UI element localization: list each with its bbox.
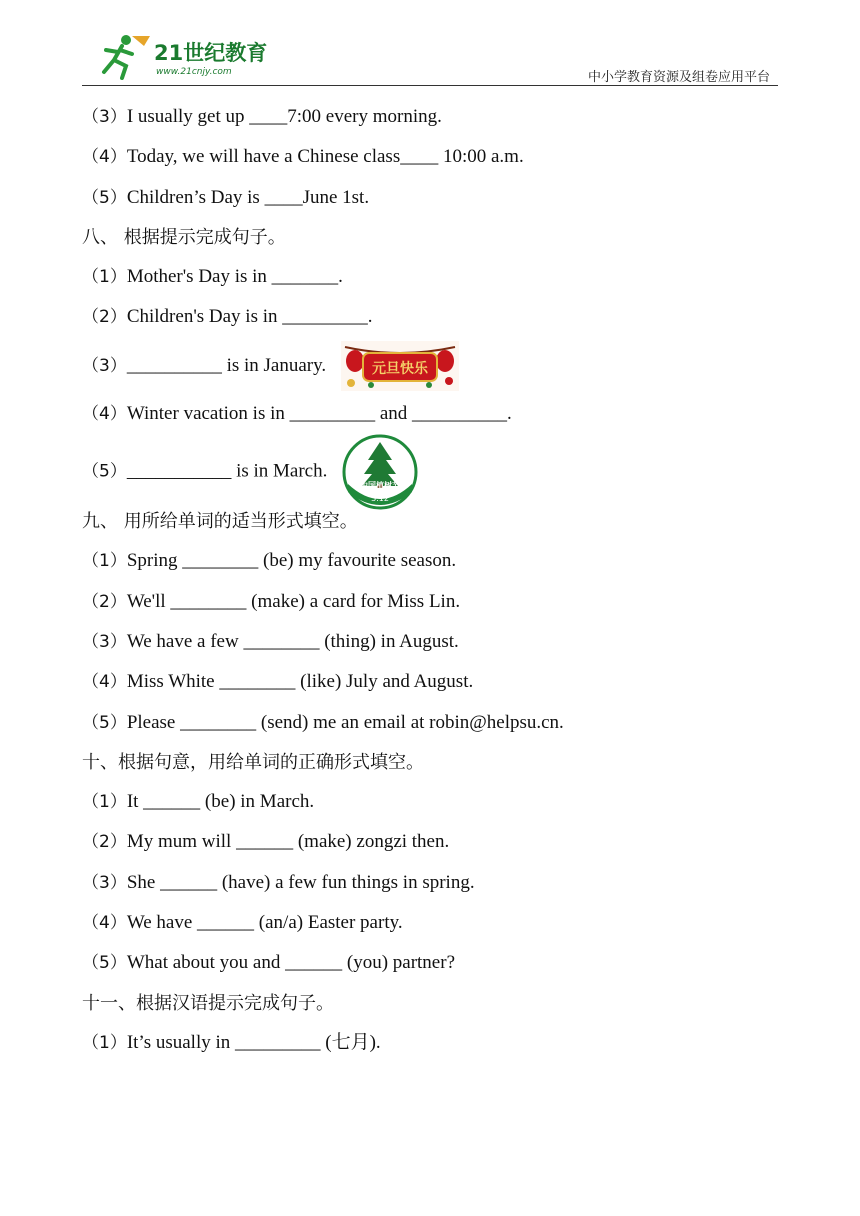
header-divider	[82, 85, 778, 86]
new-year-lantern-banner-icon	[341, 341, 459, 391]
page-header	[82, 30, 778, 88]
svg-text:www.21cnjy.com: www.21cnjy.com	[156, 67, 232, 77]
question-10-3: （3）She ______ (have) a few fun things in spring.	[82, 871, 475, 893]
runner-icon	[104, 35, 150, 78]
question-11-1: （1）It’s usually in _________ (七月).	[82, 1031, 381, 1053]
question-10-5: （5）What about you and ______ (you) partner?	[82, 952, 456, 974]
arbor-day-tree-badge-icon	[342, 434, 418, 510]
question-9-3: （3）We have a few ________ (thing) in August.	[82, 630, 459, 652]
question-10-1: （1）It ______ (be) in March.	[82, 791, 315, 813]
question-7-5: （5）Children’s Day is ____June 1st.	[82, 186, 370, 208]
section-8-heading: 八、 根据提示完成句子。	[82, 226, 286, 248]
svg-text:中国植树节: 中国植树节	[360, 481, 401, 491]
question-9-2: （2）We'll ________ (make) a card for Miss Lin.	[82, 590, 461, 612]
question-9-4: （4）Miss White ________ (like) July and August.	[82, 671, 474, 693]
section-11-heading: 十一、根据汉语提示完成句子。	[82, 992, 334, 1014]
question-7-3: （3）I usually get up ____7:00 every morning.	[82, 106, 442, 127]
question-8-1: （1）Mother's Day is in _______.	[82, 266, 343, 288]
question-8-5: （5）___________ is in March. 中国植树节 3.12	[82, 434, 782, 502]
question-8-3: （3）__________ is in January. 元旦快乐	[82, 338, 782, 394]
svg-text:21世纪教育: 21世纪教育	[154, 41, 268, 65]
question-8-4: （4）Winter vacation is in _________ and __________.	[82, 402, 512, 424]
worksheet-content	[82, 97, 782, 1063]
question-8-2: （2）Children's Day is in _________.	[82, 306, 373, 328]
platform-title: 中小学教育资源及组卷应用平台	[587, 70, 770, 85]
svg-text:3.12: 3.12	[371, 494, 390, 504]
question-9-1: （1）Spring ________ (be) my favourite season.	[82, 550, 457, 572]
section-9-heading: 九、 用所给单词的适当形式填空。	[82, 511, 358, 533]
question-10-2: （2）My mum will ______ (make) zongzi then.	[82, 831, 450, 853]
section-10-heading: 十、根据句意，用给单词的正确形式填空。	[82, 751, 424, 773]
question-9-5: （5）Please ________ (send) me an email at robin@helpsu.cn.	[82, 711, 564, 733]
question-10-4: （4）We have ______ (an/a) Easter party.	[82, 912, 403, 934]
svg-text:元旦快乐: 元旦快乐	[371, 361, 428, 378]
logo-21cnjy	[92, 32, 272, 80]
question-7-4: （4）Today, we will have a Chinese class____ 10:00 a.m.	[82, 146, 524, 168]
